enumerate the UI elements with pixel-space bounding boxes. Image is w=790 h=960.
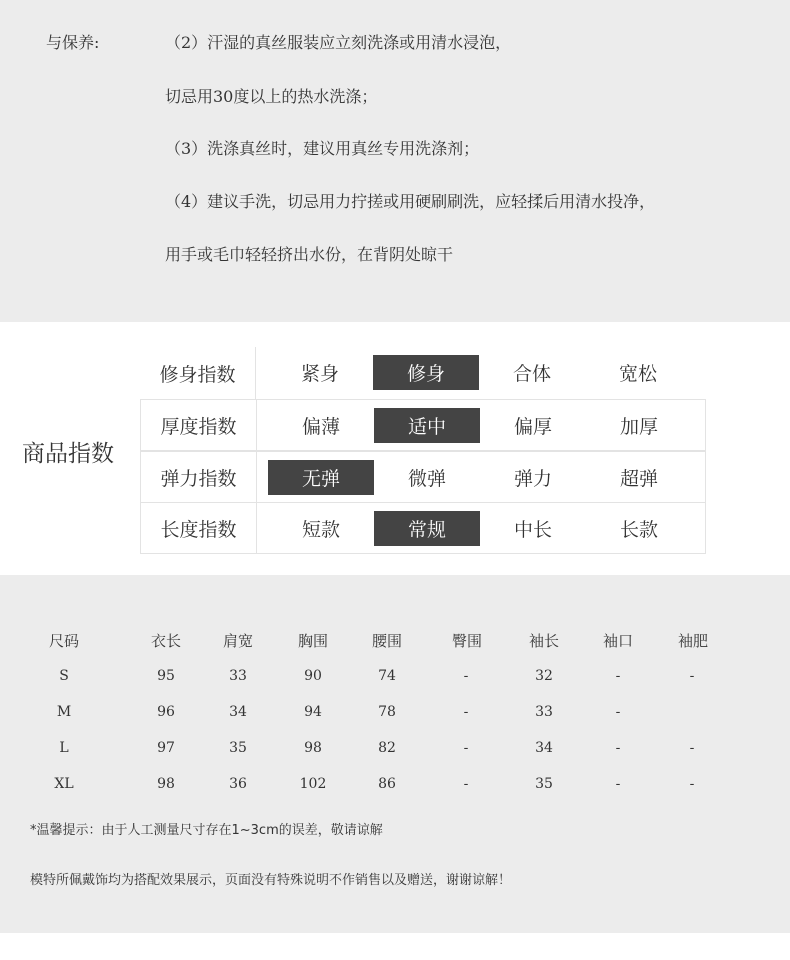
care-instructions-section [0,0,790,322]
index-row-label: 厚度指数 [141,400,257,450]
index-option: 偏薄 [301,416,340,438]
table-cell: 34 [535,740,553,756]
care-label: 与保养: [46,33,100,52]
table-cell: 32 [535,668,553,684]
table-cell: - [463,776,469,792]
table-cell: 35 [229,740,247,756]
column-header: 袖肥 [677,632,709,650]
table-cell: 36 [229,776,247,792]
index-option: 加厚 [619,416,658,438]
measurement-tip: *温馨提示：由于人工测量尺寸存在1~3cm的误差，敬请谅解 [30,823,383,838]
table-cell: 33 [229,668,247,684]
column-header: 袖长 [528,632,560,650]
index-row-length [140,502,706,554]
table-cell: 96 [157,704,175,720]
index-option: 长款 [619,519,658,541]
index-row-elasticity [140,451,706,503]
table-cell: XL [54,776,74,792]
table-cell: 82 [378,740,396,756]
table-cell: - [689,668,695,684]
care-line-1: （2）汗湿的真丝服装应立刻洗涤或用清水浸泡， [165,33,512,52]
table-cell: 33 [535,704,553,720]
index-option-selected: 适中 [374,408,480,443]
table-cell: 97 [157,740,175,756]
index-option: 中长 [513,519,552,541]
table-cell: 98 [304,740,322,756]
table-cell: - [615,704,621,720]
table-cell: 35 [535,776,553,792]
table-cell: 102 [299,776,327,792]
table-cell: - [615,668,621,684]
product-index-section [0,322,790,575]
table-cell: - [463,668,469,684]
table-cell: - [615,776,621,792]
column-header: 尺码 [48,632,80,650]
table-cell: - [689,740,695,756]
table-cell: 94 [304,704,322,720]
accessories-disclaimer: 模特所佩戴饰均为搭配效果展示，页面没有特殊说明不作销售以及赠送，谢谢谅解！ [30,873,512,888]
product-index-title: 商品指数 [22,441,114,467]
table-cell: 90 [304,668,322,684]
table-cell: 74 [378,668,396,684]
index-option: 紧身 [300,363,339,385]
index-option-selected: 常规 [374,511,480,546]
care-line-2: 切忌用30度以上的热水洗涤； [165,87,378,106]
index-row-label: 长度指数 [141,503,257,553]
table-cell: 78 [378,704,396,720]
column-header: 衣长 [150,632,182,650]
index-row-label: 修身指数 [140,347,256,399]
table-cell: L [59,740,69,756]
care-line-3: （3）洗涤真丝时，建议用真丝专用洗涤剂； [165,139,480,158]
table-cell: 95 [157,668,175,684]
table-cell: - [689,776,695,792]
care-line-4: （4）建议手洗，切忌用力拧搓或用硬刷刷洗，应轻揉后用清水投净， [165,192,656,211]
table-cell: 98 [157,776,175,792]
index-row-thickness [140,399,706,451]
index-option: 微弹 [407,468,446,490]
index-option: 偏厚 [513,416,552,438]
index-option-selected: 修身 [373,355,479,390]
index-option-selected: 无弹 [268,460,374,495]
table-cell: - [463,740,469,756]
size-table-section [0,575,790,933]
care-line-5: 用手或毛巾轻轻挤出水份，在背阴处晾干 [165,245,454,264]
index-row-label: 弹力指数 [141,452,257,502]
table-cell: S [59,668,69,684]
index-option: 超弹 [619,468,658,490]
table-cell: M [56,704,72,720]
column-header: 胸围 [297,632,329,650]
table-cell: 34 [229,704,247,720]
index-option: 宽松 [618,363,657,385]
table-cell: - [463,704,469,720]
index-option: 合体 [512,363,551,385]
index-row-fit [140,347,706,399]
column-header: 腰围 [371,632,403,650]
column-header: 肩宽 [222,632,254,650]
table-cell: 86 [378,776,396,792]
index-option: 短款 [301,519,340,541]
index-option: 弹力 [513,468,552,490]
column-header: 袖口 [602,632,634,650]
column-header: 臀围 [451,632,483,650]
table-cell: - [615,740,621,756]
